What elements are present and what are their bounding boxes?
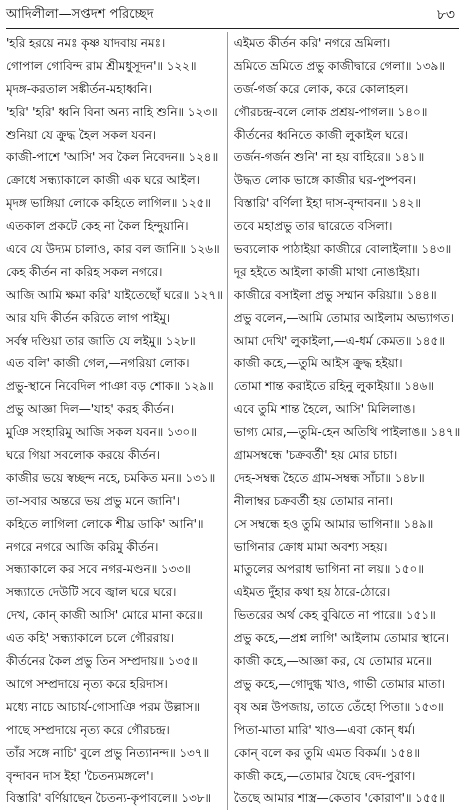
verse-line: এতকাল প্রকটে কেহ না কৈল হিন্দুয়ানি। <box>6 219 189 234</box>
verse-line: আর যদি কীর্তন করিতে লাগ পাইমু। <box>6 310 171 325</box>
verse-line: বৃষ অন্ন উপজায়, তাতে তেঁহো পিতা॥ ১৫৩॥ <box>233 699 444 714</box>
verse-line: নগরে নগরে আজি করিমু কীর্তন। <box>6 539 159 554</box>
verse-line: পাছে সম্প্রদায়ে নৃত্য করে গৌরচন্দ্র। <box>6 722 170 737</box>
verse-line: তর্জ-গর্জ করে লোক, করে কোলাহল। <box>233 81 409 96</box>
verse-line: তবে মহাপ্রভু তার দ্বারেতে বসিলা। <box>233 219 393 234</box>
verse-line: সন্ধ্যাকালে কর সবে নগর-মণ্ডন॥ ১৩৩॥ <box>6 562 191 577</box>
verse-line: মধ্যে নাচে আচার্য-গোসাঞি পরম উল্লাস॥ <box>6 699 200 714</box>
verse-line: দূর হইতে আইলা কাজী মাথা নোঙাইয়া। <box>233 264 420 279</box>
verse-line: সন্ধ্যাতে দেউটি সবে জ্বাল ঘরে ঘরে। <box>6 585 177 600</box>
verse-line: কাজীর ভয়ে স্বচ্ছন্দ নহে, চমকিত মন॥ ১৩১॥ <box>6 470 216 485</box>
verse-line: কীর্তনের কৈল প্রভু তিন সম্প্রদায়॥ ১৩৫॥ <box>6 654 198 669</box>
verse-line: 'হরি হরয়ে নমঃ কৃষ্ণ যাদবায় নমঃ। <box>6 36 166 50</box>
page-number: ৮৩ <box>436 7 455 23</box>
verse-line: কোন্ বলে কর তুমি এমত বিকর্ম॥ ১৫৪॥ <box>233 745 420 760</box>
verse-line: উদ্ধত লোক ভাঙ্গে কাজীর ঘর-পুষ্পবন। <box>233 173 416 188</box>
verse-line: এইমত কীর্তন করি' নগরে ভ্রমিলা। <box>233 36 391 50</box>
verse-line: বিস্তারি' বর্ণিলা ইহা দাস-বৃন্দাবন॥ ১৪২॥ <box>233 196 422 211</box>
verse-line: এইমত দুঁহার কথা হয় ঠারে-ঠোরে। <box>233 585 391 600</box>
verse-line: কাজীরে বসাইলা প্রভু সম্মান করিয়া॥ ১৪৪॥ <box>233 287 437 302</box>
verse-line: গ্রামসম্বন্ধে 'চক্রবর্তী' হয় মোর চাচা। <box>233 448 398 463</box>
verse-columns <box>6 32 459 810</box>
verse-line: ভাগ্য মোর,—তুমি-হেন অতিথি পাইলাঙ॥ ১৪৭॥ <box>233 425 461 440</box>
verse-line: নীলাম্বর চক্রবর্তী হয় তোমার নানা। <box>233 493 393 508</box>
verse-line: এত বলি' কাজী গেল,—নগরিয়া লোক। <box>6 356 190 371</box>
verse-line: কেহ কীর্তন না করিহ সকল নগরে। <box>6 264 163 279</box>
verse-line: সর্বস্ব দণ্ডিয়া তার জাতি যে লইমু॥ ১২৮॥ <box>6 333 196 348</box>
left-column <box>6 32 227 810</box>
verse-line: এবে যে উদ্যম চালাও, কার বল জানি॥ ১২৬॥ <box>6 242 220 257</box>
verse-line: আমা দেখি' লুকাইলা,—এ-ধর্ম কেমত॥ ১৪৫॥ <box>233 333 445 348</box>
verse-line: গৌরচন্দ্র-বলে লোক প্রশ্রয়-পাগল॥ ১৪০॥ <box>233 104 428 119</box>
verse-line: 'হরি' 'হরি' ধ্বনি বিনা অন্য নাহি শুনি॥ ১২৩॥ <box>6 104 218 119</box>
verse-line: তর্জন-গর্জন শুনি' না হয় বাহিরে॥ ১৪১॥ <box>233 150 425 165</box>
verse-line: প্রভু কহে,—গোদুগ্ধ খাও, গাভী তোমার মাতা। <box>233 676 445 691</box>
page-header <box>6 4 459 26</box>
verse-line: এত কহি' সন্ধ্যাকালে চলে গৌররায়। <box>6 631 174 646</box>
verse-line: তাঁর সঙ্গে নাচি' বুলে প্রভু নিত্যানন্দ॥ ১৩৭॥ <box>6 745 210 760</box>
verse-line: সে সম্বন্ধে হও তুমি আমার ভাগিনা॥ ১৪৯॥ <box>233 516 434 531</box>
verse-line: পিতা-মাতা মারি' খাও—এবা কোন্ ধর্ম। <box>233 722 416 737</box>
verse-line: আজি আমি ক্ষমা করি' যাইতেছোঁ ঘরে॥ ১২৭॥ <box>6 287 223 302</box>
verse-line: দেখ, কোন্ কাজী আসি' মোরে মানা করে॥ <box>6 608 203 623</box>
verse-line: তা-সবার অন্তরে ভয় প্রভু মনে জানি'। <box>6 493 180 508</box>
verse-line: প্রভু বলেন,—আমি তোমার আইলাম অভ্যাগত। <box>233 310 454 325</box>
header-rule <box>6 28 459 29</box>
verse-line: গোপাল গোবিন্দ রাম শ্রীমধুসূদন'॥ ১২২॥ <box>6 58 197 73</box>
verse-line: কাজী কহে,—তুমি আইস ক্রুদ্ধ হইয়া। <box>233 356 403 371</box>
verse-line: মৃদঙ্গ ভাঙ্গিয়া লোকে কহিতে লাগিল॥ ১২৫॥ <box>6 196 211 211</box>
verse-line: প্রভু আজ্ঞা দিল—'যাহ' করহ কীর্তন। <box>6 402 174 417</box>
running-title: আদিলীলা—সপ্তদশ পরিচ্ছেদ <box>6 6 154 22</box>
verse-line: ভিতরের অর্থ কেহ বুঝিতে না পারে॥ ১৫১॥ <box>233 608 436 623</box>
verse-line: মুঞি সংহারিমু আজি সকল যবন॥ ১৩০॥ <box>6 425 197 440</box>
verse-line: ভব্যলোক পাঠাইয়া কাজীরে বোলাইলা॥ ১৪৩॥ <box>233 242 452 257</box>
verse-line: শুনিয়া যে ক্রুদ্ধ হৈল সকল যবন। <box>6 127 156 142</box>
verse-line: প্রভু-স্থানে নিবেদিল পাঞা বড় শোক॥ ১২৯॥ <box>6 379 214 394</box>
verse-line: দেহ-সম্বন্ধ হৈতে গ্রাম-সম্বন্ধ সাঁচা॥ ১৪৮॥ <box>233 470 425 485</box>
verse-line: ভ্রমিতে ভ্রমিতে প্রভু কাজীদ্বারে গেলা॥ ১৩৯॥ <box>233 58 445 73</box>
verse-line: কাজী কহে,—তোমার যৈছে বেদ-পুরাণ। <box>233 768 416 783</box>
verse-line: তৈছে আমার শাস্ত্র—কেতাব 'কোরাণ'॥ ১৫৫॥ <box>233 791 445 806</box>
verse-line: আগে সম্প্রদায়ে নৃত্য করে হরিদাস। <box>6 676 168 691</box>
verse-line: ভাগিনার ক্রোধ মামা অবশ্য সহয়। <box>233 539 388 554</box>
right-column <box>227 32 460 810</box>
verse-line: কহিতে লাগিলা লোকে শীঘ্র ডাকি' আনি'॥ <box>6 516 204 531</box>
verse-line: কাজী-পাশে 'আসি' সব কৈল নিবেদন॥ ১২৪॥ <box>6 150 219 165</box>
verse-line: তোমা শান্ত করাইতে রহিনু লুকাইয়া॥ ১৪৬॥ <box>233 379 434 394</box>
verse-line: বিস্তারি' বর্ণিয়াছেন চৈতন্য-কৃপাবলে॥ ১৩৮॥ <box>6 791 212 806</box>
verse-line: মাতুলের অপরাধ ভাগিনা না লয়॥ ১৫০॥ <box>233 562 424 577</box>
verse-line: ঘরে গিয়া সবলোক করয়ে কীর্তন। <box>6 448 160 463</box>
verse-line: বৃন্দাবন দাস ইহা 'চৈতন্যমঙ্গলে'। <box>6 768 154 783</box>
verse-line: কাজী কহে,—আজ্ঞা কর, যে তোমার মনে॥ <box>233 654 432 669</box>
verse-line: প্রভু কহে,—প্রশ্ন লাগি' আইলাম তোমার স্থানে। <box>233 631 449 646</box>
verse-line: কীর্তনের ধ্বনিতে কাজী লুকাইল ঘরে। <box>233 127 408 142</box>
verse-line: এবে তুমি শান্ত হৈলে, আসি' মিলিলাঙ। <box>233 402 416 417</box>
verse-line: মৃদঙ্গ-করতাল সঙ্কীর্তন-মহাধ্বনি। <box>6 81 152 96</box>
verse-line: ক্রোধে সন্ধ্যাকালে কাজী এক ঘরে আইল। <box>6 173 200 188</box>
